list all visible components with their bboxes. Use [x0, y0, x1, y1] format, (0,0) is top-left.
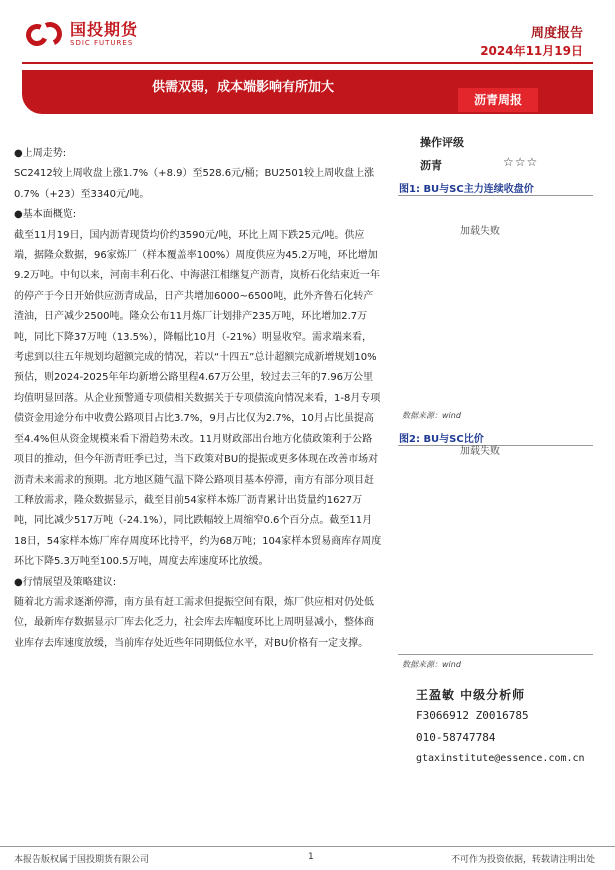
footer-divider — [0, 846, 615, 847]
banner-title: 供需双弱，成本端影响有所加大 — [152, 80, 335, 95]
footer-disclaimer: 不可作为投资依据，转载请注明出处 — [451, 855, 596, 865]
logo-chinese-name: 国投期货 — [70, 20, 139, 39]
analyst-name: 王盈敏 中级分析师 — [416, 688, 526, 702]
section-heading-outlook: ●行情展望及策略建议: — [14, 576, 117, 588]
figure-1-source: 数据来源：wind — [402, 411, 461, 420]
analyst-email: gtaxinstitute@essence.com.cn — [416, 753, 585, 764]
rating-label: 操作评级 — [420, 136, 464, 149]
report-category-tab: 沥青周报 — [458, 88, 538, 112]
logo-mark-icon — [26, 20, 66, 48]
paragraph-fundamentals: 截至11月19日，国内沥青现货均价约3590元/吨，环比上周下跌25元/吨。供应端，据隆众数据，96家炼厂（样本覆盖率100%）周度供应为45.2万吨，环比增加9.2万吨。中旬以来，河南丰利石化、中海湛江相继复产沥青，岚桥石化结束近一年的停产于今日开始供应沥青成品，日产共增加6000~6500吨，此外齐鲁石化转产渣油，日产减少2500吨。隆众公布11月炼厂计划排产235万吨，环比增加2.7万吨，同比下降37万吨（13.5%），降幅比10月（-21%）明显收窄。需求端来看，考虑到以往五年规划均超额完成的情况，若以“十四五”总计超额完成新增规划10%预估，则2024-2025年年均新增公路里程4.67万公里，较过去三年的7.96万公里均值明显回落。从企业预警通专项债相关数据关于专项债流向情况来看，1-8月专项债资金用途分布中收费公路项目占比3.7%，9月占比仅为2.7%，10月占比虽提高至4.4%但从资金规模来看下滑趋势未改。11月财政部出台地方化债政策利于公路项目的推动，但今年沥青旺季已过，当下政策对BU的提振或更多体现在改善市场对沥青未来需求的预期。北方地区随气温下降公路项目基本停滞，南方有部分项目赶工释放需求，隆众数据显示，截至目前54家样本炼厂沥青累计出货量约1627万吨，同比减少517万吨（-24.1%），同比跌幅较上周缩窄0.6个百分点。截至11月18日，54家样本炼厂库存周度环比持平，约为68万吨；104家样本贸易商库存周度环比下降5.3万吨至100.5万吨，周度去库速度环比放缓。 — [14, 229, 382, 568]
footer-copyright: 本报告版权属于国投期货有限公司 — [14, 855, 150, 865]
report-date: 2024年11月19日 — [480, 44, 583, 58]
report-type: 周度报告 — [530, 26, 583, 41]
logo-english-name: SDIC FUTURES — [70, 39, 134, 47]
figure-1-rule — [398, 195, 593, 196]
analyst-cert: F3066912 Z0016785 — [416, 709, 529, 722]
section-heading-last-week: ●上周走势: — [14, 148, 67, 159]
page-number: 1 — [308, 852, 314, 862]
report-body — [14, 144, 382, 654]
rating-stars-icon: ☆☆☆ — [503, 155, 539, 169]
paragraph-outlook: 随着北方需求逐渐停滞，南方虽有赶工需求但提振空间有限，炼厂供应相对仍处低位，最新库存数据显示厂库去化乏力，社会库去库幅度环比上周明显减小，整体商业库存去库速度放缓，当前库存处近些年同期低位水平，对BU价格有一定支撑。 — [14, 596, 374, 649]
figure-1-title: 图1: BU与SC主力连续收盘价 — [399, 184, 534, 195]
header-divider — [22, 62, 593, 64]
analyst-phone: 010-58747784 — [416, 731, 496, 744]
paragraph-last-week: SC2412较上周收盘上涨1.7%（+8.9）至528.6元/桶；BU2501较上周收盘上涨0.7%（+23）至3340元/吨。 — [14, 168, 375, 200]
company-logo — [26, 20, 138, 48]
figure-2-title: 图2: BU与SC比价 — [399, 434, 484, 445]
figure-2-source: 数据来源：wind — [402, 660, 461, 669]
figure-2-bottom-rule — [398, 654, 593, 655]
figure-2-placeholder: 加载失败 — [460, 446, 500, 457]
rating-item: 沥青 — [420, 159, 442, 172]
figure-1-placeholder: 加载失败 — [460, 226, 500, 237]
section-heading-fundamentals: ●基本面概览: — [14, 209, 77, 221]
